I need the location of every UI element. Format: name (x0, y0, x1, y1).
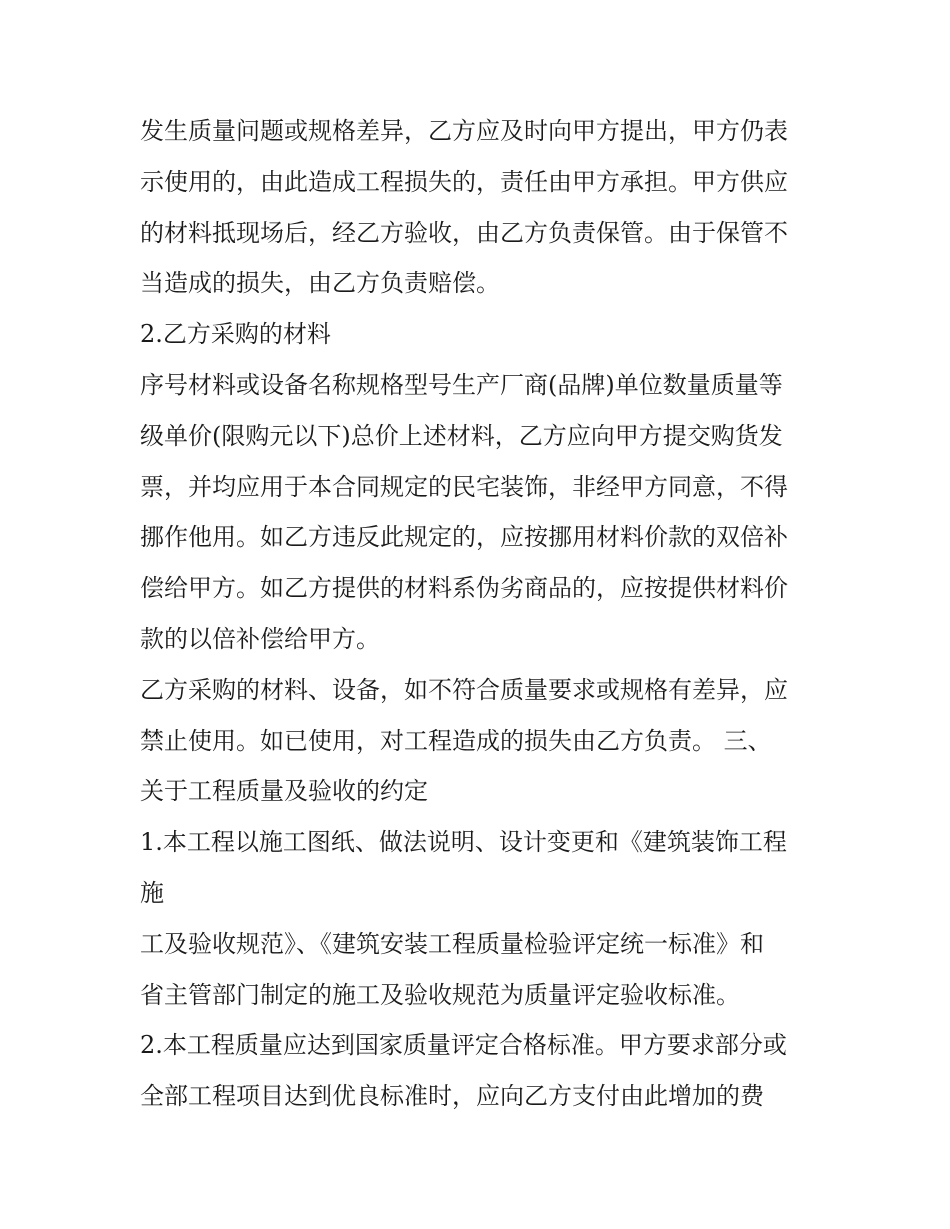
text-line: 序号材料或设备名称规格型号生产厂商(品牌)单位数量质量等 (140, 370, 783, 399)
text-line: 级单价(限购元以下)总价上述材料，乙方应向甲方提交购货发 (140, 421, 783, 450)
text-line: 偿给甲方。如乙方提供的材料系伪劣商品的，应按提供材料价 (140, 574, 788, 603)
text-line: 当造成的损失，由乙方负责赔偿。 (140, 269, 500, 298)
text-line: 挪作他用。如乙方违反此规定的，应按挪用材料价款的双倍补 (140, 523, 788, 552)
text-line: 发生质量问题或规格差异，乙方应及时向甲方提出，甲方仍表 (140, 117, 788, 145)
text-line: 款的以倍补偿给甲方。 (140, 624, 380, 653)
text-line: 票，并均应用于本合同规定的民宅装饰，非经甲方同意，不得 (140, 472, 788, 501)
text-line: 的材料抵现场后，经乙方验收，由乙方负责保管。由于保管不 (140, 218, 788, 247)
text-line: 工及验收规范》、《建筑安装工程质量检验评定统一标准》和 (140, 929, 764, 958)
text-line: 1.本工程以施工图纸、做法说明、设计变更和《建筑装饰工程 (140, 828, 787, 857)
text-line: 施 (140, 878, 164, 907)
section-heading: 2.乙方采购的材料 (140, 320, 331, 349)
text-line: 示使用的，由此造成工程损失的，责任由甲方承担。甲方供应 (140, 167, 788, 196)
text-line: 禁止使用。如已使用，对工程造成的损失由乙方负责。 三、 (140, 726, 772, 755)
text-line: 全部工程项目达到优良标准时，应向乙方支付由此增加的费 (140, 1082, 764, 1111)
text-line: 2.本工程质量应达到国家质量评定合格标准。甲方要求部分或 (140, 1031, 787, 1060)
section-heading: 关于工程质量及验收的约定 (140, 777, 428, 806)
text-line: 省主管部门制定的施工及验收规范为质量评定验收标准。 (140, 980, 740, 1009)
document-body (140, 106, 820, 1122)
text-line: 乙方采购的材料、设备，如不符合质量要求或规格有差异，应 (140, 675, 788, 704)
